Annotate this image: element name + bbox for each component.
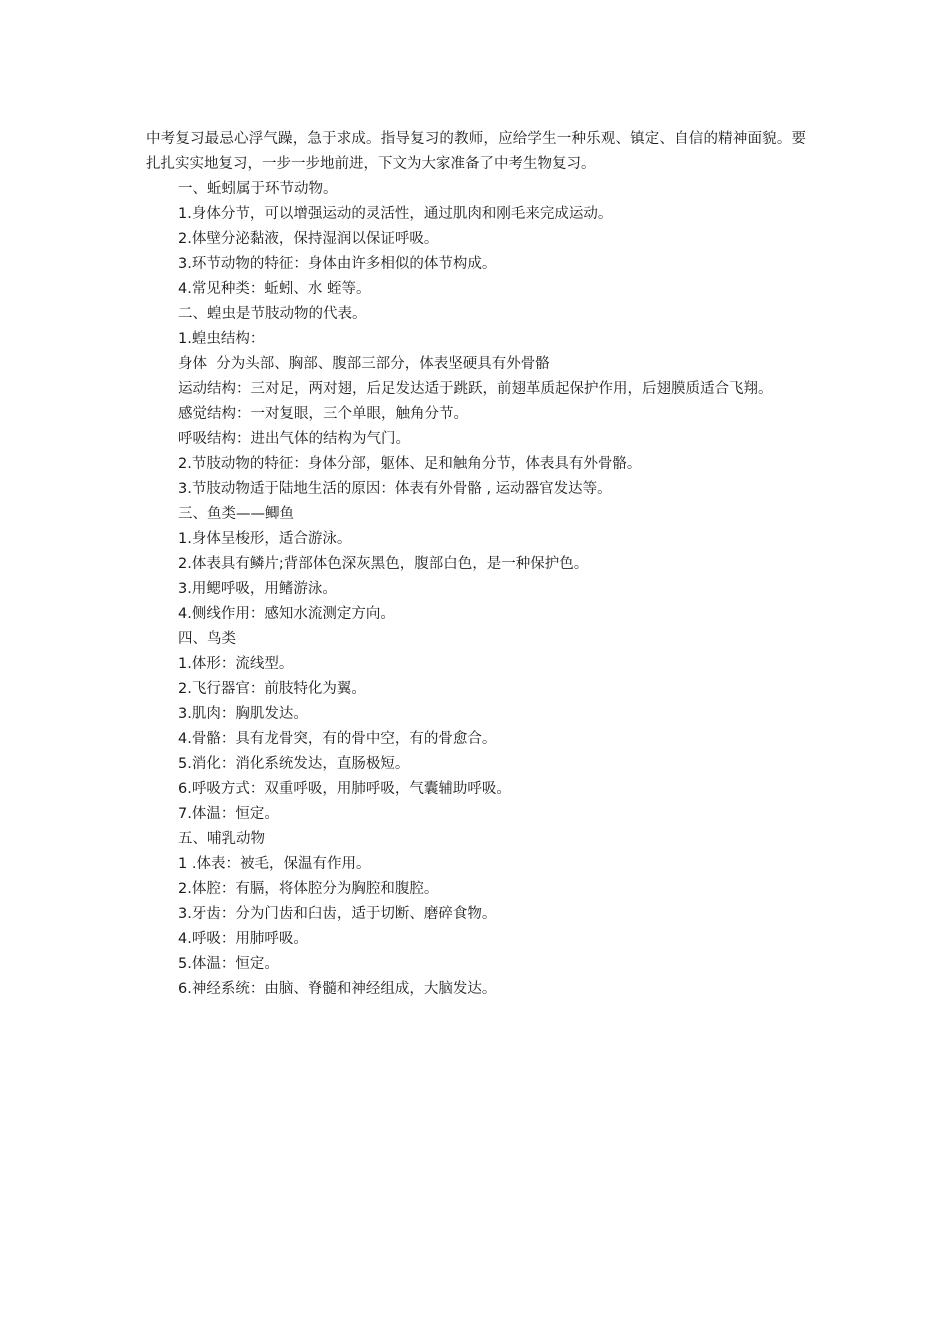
list-item: 1.体形：流线型。: [178, 656, 294, 672]
list-item: 6.呼吸方式：双重呼吸，用肺呼吸，气囊辅助呼吸。: [178, 781, 511, 797]
section-heading-fish: 三、鱼类——鲫鱼: [178, 506, 294, 522]
list-item: 3.环节动物的特征：身体由许多相似的体节构成。: [178, 256, 497, 272]
list-item: 1.身体呈梭形，适合游泳。: [178, 531, 352, 547]
list-item: 2.节肢动物的特征：身体分部，躯体、足和触角分节，体表具有外骨骼。: [178, 456, 642, 472]
section-heading-earthworm: 一、蚯蚓属于环节动物。: [178, 181, 338, 197]
list-item: 4.呼吸：用肺呼吸。: [178, 931, 308, 947]
list-item: 3.肌肉：胸肌发达。: [178, 706, 308, 722]
list-item: 身体 分为头部、胸部、腹部三部分，体表坚硬具有外骨骼: [178, 356, 550, 372]
list-item: 2.体腔：有膈，将体腔分为胸腔和腹腔。: [178, 881, 439, 897]
list-item: 6.神经系统：由脑、脊髓和神经组成，大脑发达。: [178, 981, 497, 997]
intro-paragraph: 中考复习最忌心浮气躁，急于求成。指导复习的教师，应给学生一种乐观、镇定、自信的精神面貌。要扎扎实实地复习，一步一步地前进，下文为大家准备了中考生物复习。: [146, 131, 806, 172]
list-item: 3.用鳃呼吸，用鳍游泳。: [178, 581, 337, 597]
list-item: 5.体温：恒定。: [178, 956, 279, 972]
list-item: 2.体壁分泌黏液，保持湿润以保证呼吸。: [178, 231, 439, 247]
section-heading-locust: 二、蝗虫是节肢动物的代表。: [178, 306, 367, 322]
list-item: 2.飞行器官：前肢特化为翼。: [178, 681, 366, 697]
list-item: 感觉结构：一对复眼，三个单眼，触角分节。: [178, 406, 468, 422]
list-item: 3.牙齿：分为门齿和臼齿，适于切断、磨碎食物。: [178, 906, 497, 922]
list-item: 7.体温：恒定。: [178, 806, 279, 822]
list-item: 5.消化：消化系统发达，直肠极短。: [178, 756, 410, 772]
list-item: 4.侧线作用：感知水流测定方向。: [178, 606, 395, 622]
list-item: 3.节肢动物适于陆地生活的原因：体表有外骨骼 , 运动器官发达等。: [178, 481, 612, 497]
section-heading-mammals: 五、哺乳动物: [178, 831, 265, 847]
document-body: [146, 127, 806, 1002]
list-item: 1 .体表：被毛，保温有作用。: [178, 856, 371, 872]
section-heading-birds: 四、鸟类: [178, 631, 236, 647]
list-item: 4.常见种类：蚯蚓、水 蛭等。: [178, 281, 371, 297]
list-item: 运动结构：三对足，两对翅，后足发达适于跳跃，前翅革质起保护作用，后翅膜质适合飞翔。: [178, 381, 773, 397]
list-item: 4.骨骼：具有龙骨突，有的骨中空，有的骨愈合。: [178, 731, 497, 747]
list-item: 1.蝗虫结构：: [178, 331, 265, 347]
list-item: 1.身体分节，可以增强运动的灵活性，通过肌肉和刚毛来完成运动。: [178, 206, 613, 222]
list-item: 2.体表具有鳞片;背部体色深灰黑色，腹部白色，是一种保护色。: [178, 556, 589, 572]
list-item: 呼吸结构：进出气体的结构为气门。: [178, 431, 410, 447]
